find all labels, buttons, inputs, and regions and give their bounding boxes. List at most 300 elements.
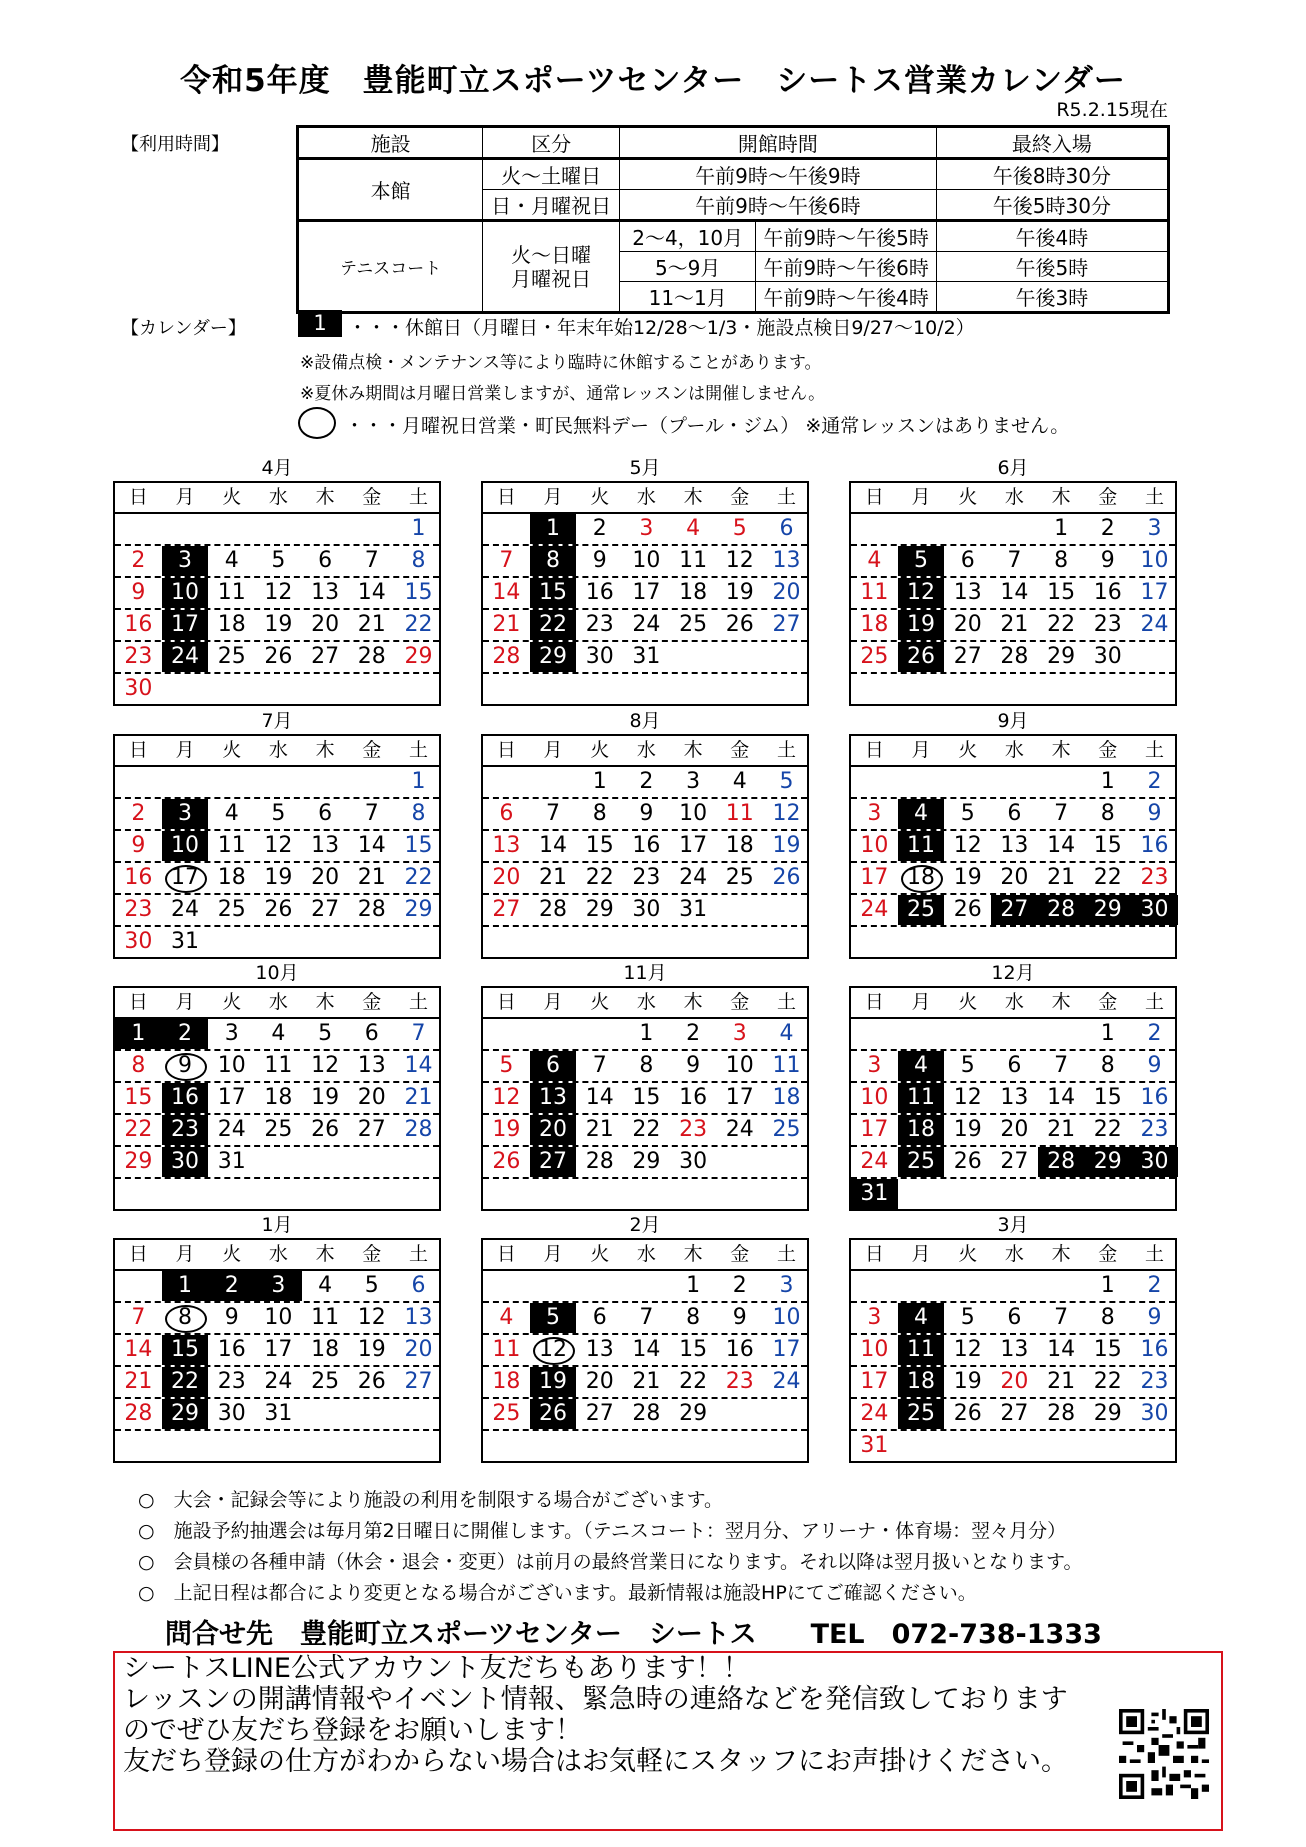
weekday-label: 木	[1051, 486, 1071, 508]
day-cell: 14	[1047, 1085, 1076, 1110]
month-calendar	[481, 455, 809, 706]
day-cell: 23	[1093, 612, 1122, 637]
day-cell: 27	[953, 644, 982, 669]
month-grid	[481, 1238, 809, 1463]
month-calendar	[113, 455, 441, 706]
empty-cell	[115, 767, 162, 797]
empty-cell	[302, 927, 349, 957]
empty-cell	[395, 1399, 442, 1429]
day-cell: 14	[1047, 1337, 1076, 1362]
empty-cell	[716, 895, 763, 925]
week-row	[115, 1019, 439, 1051]
day-cell: 5	[364, 1273, 379, 1298]
week-row	[851, 578, 1175, 610]
empty-cell	[1038, 1019, 1085, 1049]
week-row	[115, 927, 439, 957]
day-cell: 13	[404, 1305, 433, 1330]
day-cell: 21	[492, 612, 521, 637]
day-cell: 30	[632, 897, 661, 922]
empty-cell	[670, 1179, 717, 1209]
empty-cell	[716, 927, 763, 957]
month-grid	[849, 734, 1177, 959]
day-cell: 8	[162, 1303, 209, 1333]
line-account-box	[113, 1651, 1223, 1831]
day-cell: 11	[492, 1337, 521, 1362]
day-cell: 13	[1000, 833, 1029, 858]
day-cell: 13	[492, 833, 521, 858]
week-row	[483, 1271, 807, 1303]
empty-cell	[991, 1019, 1038, 1049]
empty-cell	[576, 1019, 623, 1049]
day-cell: 2	[592, 516, 607, 541]
day-cell: 19	[725, 580, 754, 605]
empty-cell	[944, 767, 991, 797]
honkan-open-1: 午前9時～午後9時	[619, 159, 936, 190]
day-cell: 28	[357, 644, 386, 669]
empty-cell	[483, 1271, 530, 1301]
empty-cell	[670, 674, 717, 704]
empty-cell	[395, 1431, 442, 1461]
day-cell: 27	[492, 897, 521, 922]
day-cell: 3	[686, 769, 701, 794]
empty-cell	[991, 1431, 1038, 1461]
day-cell: 7	[499, 548, 514, 573]
open-holiday-legend-text: ・・・月曜祝日営業・町民無料デー（プール・ジム） ※通常レッスンはありません。	[345, 415, 1070, 437]
empty-cell	[208, 674, 255, 704]
week-row	[115, 895, 439, 927]
day-cell: 29	[1084, 895, 1131, 925]
day-cell: 2	[131, 801, 146, 826]
week-row	[483, 1303, 807, 1335]
month-name: 4月	[261, 457, 293, 479]
day-cell: 4	[499, 1305, 514, 1330]
empty-cell	[716, 1147, 763, 1177]
day-cell: 20	[772, 580, 801, 605]
day-cell: 15	[530, 578, 577, 608]
day-cell: 27	[311, 897, 340, 922]
week-row	[483, 1051, 807, 1083]
empty-cell	[670, 642, 717, 672]
weekday-label: 水	[268, 486, 288, 508]
day-cell: 15	[632, 1085, 661, 1110]
day-cell: 14	[492, 580, 521, 605]
empty-cell	[483, 1019, 530, 1049]
day-cell: 19	[264, 865, 293, 890]
day-cell: 12	[492, 1085, 521, 1110]
weekday-label: 木	[683, 739, 703, 761]
day-cell: 1	[686, 1273, 701, 1298]
day-cell: 29	[404, 644, 433, 669]
tennis-last-2: 午後5時	[936, 252, 1168, 282]
day-cell: 28	[585, 1149, 614, 1174]
day-cell: 24	[772, 1369, 801, 1394]
empty-cell	[898, 1431, 945, 1461]
week-row	[115, 546, 439, 578]
day-cell: 24	[860, 1149, 889, 1174]
empty-cell	[1038, 1271, 1085, 1301]
weekday-label: 水	[1004, 1243, 1024, 1265]
day-cell: 3	[639, 516, 654, 541]
week-row	[851, 831, 1175, 863]
day-cell: 7	[592, 1053, 607, 1078]
contact-info: 問合せ先 豊能町立スポーツセンター シートス TEL 072-738-1333	[165, 1619, 1102, 1650]
month-calendar	[481, 708, 809, 959]
weekday-label: 木	[315, 991, 335, 1013]
day-cell: 10	[217, 1053, 246, 1078]
day-cell: 12	[772, 801, 801, 826]
week-row	[115, 863, 439, 895]
day-cell: 5	[318, 1021, 333, 1046]
week-row	[115, 799, 439, 831]
day-cell: 5	[779, 769, 794, 794]
day-cell: 4	[732, 769, 747, 794]
weekday-label: 月	[911, 739, 931, 761]
day-cell: 24	[632, 612, 661, 637]
day-cell: 7	[1054, 1305, 1069, 1330]
day-cell: 8	[530, 546, 577, 576]
day-cell: 20	[404, 1337, 433, 1362]
month-grid	[481, 986, 809, 1211]
weekday-label: 木	[683, 991, 703, 1013]
day-cell: 21	[1047, 1117, 1076, 1142]
week-row	[115, 767, 439, 799]
day-cell: 27	[1000, 1401, 1029, 1426]
day-cell: 9	[131, 833, 146, 858]
month-grid	[113, 986, 441, 1211]
day-cell: 6	[318, 801, 333, 826]
day-cell: 21	[357, 612, 386, 637]
day-cell: 7	[546, 801, 561, 826]
hours-head-kubun: 区分	[483, 127, 620, 159]
day-cell: 1	[115, 1019, 162, 1049]
day-cell: 17	[217, 1085, 246, 1110]
weekday-header	[115, 988, 439, 1019]
day-cell: 15	[124, 1085, 153, 1110]
day-cell: 27	[991, 895, 1038, 925]
weekday-label: 金	[362, 486, 382, 508]
day-cell: 14	[357, 833, 386, 858]
day-cell: 11	[725, 801, 754, 826]
day-cell: 22	[1093, 1369, 1122, 1394]
empty-cell	[255, 1147, 302, 1177]
day-cell: 24	[217, 1117, 246, 1142]
empty-cell	[716, 1431, 763, 1461]
empty-cell	[302, 1147, 349, 1177]
day-cell: 6	[1007, 801, 1022, 826]
empty-cell	[851, 1271, 898, 1301]
day-cell: 9	[732, 1305, 747, 1330]
weekday-label: 日	[496, 739, 516, 761]
day-cell: 31	[851, 1179, 898, 1209]
day-cell: 16	[162, 1083, 209, 1113]
weekday-label: 月	[543, 739, 563, 761]
day-cell: 11	[898, 831, 945, 861]
week-row	[851, 1147, 1175, 1179]
weekday-label: 金	[730, 1243, 750, 1265]
day-cell: 5	[271, 548, 286, 573]
empty-cell	[991, 927, 1038, 957]
day-cell: 16	[679, 1085, 708, 1110]
day-cell: 22	[404, 612, 433, 637]
weekday-label: 日	[496, 1243, 516, 1265]
empty-cell	[208, 1431, 255, 1461]
day-cell: 9	[639, 801, 654, 826]
day-cell: 30	[585, 644, 614, 669]
day-cell: 9	[1100, 548, 1115, 573]
empty-cell	[208, 514, 255, 544]
weekday-header	[851, 1240, 1175, 1271]
day-cell: 4	[686, 516, 701, 541]
empty-cell	[348, 674, 395, 704]
week-row	[483, 642, 807, 674]
day-cell: 1	[1054, 516, 1069, 541]
empty-cell	[1038, 674, 1085, 704]
day-cell: 19	[357, 1337, 386, 1362]
day-cell: 29	[679, 1401, 708, 1426]
empty-cell	[302, 674, 349, 704]
day-cell: 29	[162, 1399, 209, 1429]
weekday-label: 水	[1004, 739, 1024, 761]
day-cell: 10	[860, 833, 889, 858]
day-cell: 19	[530, 1367, 577, 1397]
empty-cell	[763, 642, 810, 672]
line-text-2: レッスンの開講情報やイベント情報、緊急時の連絡などを発信致しております	[123, 1684, 1068, 1715]
weekday-label: 水	[636, 991, 656, 1013]
day-cell: 22	[404, 865, 433, 890]
month-name: 3月	[997, 1214, 1029, 1236]
empty-cell	[898, 514, 945, 544]
tennis-last-1: 午後4時	[936, 221, 1168, 252]
day-cell: 10	[632, 548, 661, 573]
qr-code-icon[interactable]	[1119, 1709, 1209, 1799]
day-cell: 26	[953, 897, 982, 922]
week-row	[851, 514, 1175, 546]
day-cell: 23	[124, 644, 153, 669]
honkan-kubun-2: 日・月曜祝日	[483, 190, 620, 221]
day-cell: 20	[585, 1369, 614, 1394]
month-calendar	[849, 960, 1177, 1211]
week-row	[115, 514, 439, 546]
day-cell: 31	[679, 897, 708, 922]
empty-cell	[302, 514, 349, 544]
day-cell: 8	[1100, 1053, 1115, 1078]
day-cell: 13	[311, 833, 340, 858]
day-cell: 2	[686, 1021, 701, 1046]
empty-cell	[483, 767, 530, 797]
day-cell: 16	[124, 865, 153, 890]
day-cell: 17	[860, 1117, 889, 1142]
week-row	[115, 1399, 439, 1431]
weekday-label: 木	[683, 486, 703, 508]
day-cell: 15	[162, 1335, 209, 1365]
empty-cell	[348, 927, 395, 957]
weekday-label: 金	[1098, 486, 1118, 508]
empty-cell	[255, 514, 302, 544]
as-of-date: R5.2.15現在	[1056, 99, 1168, 121]
weekday-label: 水	[268, 739, 288, 761]
empty-cell	[944, 514, 991, 544]
weekday-label: 日	[864, 991, 884, 1013]
day-cell: 18	[679, 580, 708, 605]
day-cell: 5	[960, 801, 975, 826]
week-row	[115, 1115, 439, 1147]
empty-cell	[623, 1179, 670, 1209]
day-cell: 28	[1047, 1401, 1076, 1426]
week-row	[851, 1179, 1175, 1209]
empty-cell	[483, 1431, 530, 1461]
day-cell: 17	[772, 1337, 801, 1362]
day-cell: 22	[162, 1367, 209, 1397]
day-cell: 18	[898, 863, 945, 893]
day-cell: 1	[1100, 769, 1115, 794]
week-row	[851, 1431, 1175, 1461]
weekday-label: 金	[730, 991, 750, 1013]
day-cell: 12	[898, 578, 945, 608]
day-cell: 12	[264, 580, 293, 605]
day-cell: 13	[530, 1083, 577, 1113]
day-cell: 3	[779, 1273, 794, 1298]
day-cell: 2	[639, 769, 654, 794]
day-cell: 8	[686, 1305, 701, 1330]
day-cell: 3	[1147, 516, 1162, 541]
day-cell: 31	[860, 1433, 889, 1458]
day-cell: 28	[539, 897, 568, 922]
empty-cell	[898, 927, 945, 957]
day-cell: 28	[404, 1117, 433, 1142]
day-cell: 30	[217, 1401, 246, 1426]
day-cell: 23	[679, 1117, 708, 1142]
empty-cell	[1131, 1431, 1178, 1461]
honkan-label: 本館	[298, 159, 483, 221]
weekday-label: 火	[222, 1243, 242, 1265]
day-cell: 17	[860, 865, 889, 890]
weekday-label: 木	[1051, 991, 1071, 1013]
day-cell: 30	[1140, 1401, 1169, 1426]
weekday-label: 月	[175, 1243, 195, 1265]
day-cell: 8	[639, 1053, 654, 1078]
empty-cell	[623, 927, 670, 957]
week-row	[483, 1335, 807, 1367]
weekday-label: 月	[911, 486, 931, 508]
day-cell: 22	[530, 610, 577, 640]
month-grid	[849, 1238, 1177, 1463]
weekday-label: 土	[776, 486, 796, 508]
weekday-label: 木	[315, 1243, 335, 1265]
weekday-label: 木	[1051, 1243, 1071, 1265]
day-cell: 2	[208, 1271, 255, 1301]
page-title: 令和5年度 豊能町立スポーツセンター シートス営業カレンダー	[180, 63, 1126, 99]
month-calendar	[481, 1212, 809, 1463]
hours-label: 【利用時間】	[121, 134, 229, 155]
day-cell: 6	[530, 1051, 577, 1081]
day-cell: 5	[530, 1303, 577, 1333]
week-row	[115, 578, 439, 610]
weekday-label: 水	[636, 486, 656, 508]
tennis-open-1: 午前9時～午後5時	[756, 221, 936, 252]
weekday-label: 火	[222, 486, 242, 508]
week-row	[483, 831, 807, 863]
weekday-label: 月	[543, 1243, 563, 1265]
weekday-header	[851, 988, 1175, 1019]
day-cell: 21	[1047, 865, 1076, 890]
day-cell: 8	[592, 801, 607, 826]
day-cell: 26	[311, 1117, 340, 1142]
week-row	[851, 674, 1175, 704]
empty-cell	[162, 1431, 209, 1461]
day-cell: 3	[867, 801, 882, 826]
day-cell: 24	[162, 642, 209, 672]
empty-cell	[348, 514, 395, 544]
day-cell: 20	[1000, 1117, 1029, 1142]
day-cell: 28	[124, 1401, 153, 1426]
week-row	[483, 1399, 807, 1431]
day-cell: 2	[732, 1273, 747, 1298]
day-cell: 4	[224, 801, 239, 826]
day-cell: 26	[772, 865, 801, 890]
tennis-kubun-line-1: 火～日曜	[511, 242, 592, 267]
week-row	[851, 1051, 1175, 1083]
empty-cell	[348, 1147, 395, 1177]
day-cell: 31	[217, 1149, 246, 1174]
day-cell: 13	[953, 580, 982, 605]
day-cell: 9	[1147, 1053, 1162, 1078]
week-row	[851, 1019, 1175, 1051]
open-holiday-legend-circle	[298, 407, 336, 439]
day-cell: 16	[124, 612, 153, 637]
day-cell: 19	[953, 865, 982, 890]
empty-cell	[348, 1431, 395, 1461]
empty-cell	[898, 1179, 945, 1209]
day-cell: 15	[1047, 580, 1076, 605]
tennis-months-3: 11～1月	[619, 282, 756, 313]
day-cell: 9	[162, 1051, 209, 1081]
day-cell: 13	[311, 580, 340, 605]
day-cell: 24	[171, 897, 200, 922]
week-row	[483, 1179, 807, 1209]
day-cell: 15	[679, 1337, 708, 1362]
week-row	[483, 863, 807, 895]
weekday-label: 火	[590, 991, 610, 1013]
day-cell: 8	[1100, 801, 1115, 826]
weekday-label: 月	[175, 486, 195, 508]
day-cell: 12	[953, 1085, 982, 1110]
week-row	[483, 767, 807, 799]
day-cell: 7	[1054, 1053, 1069, 1078]
empty-cell	[1084, 927, 1131, 957]
week-row	[483, 1083, 807, 1115]
day-cell: 7	[364, 801, 379, 826]
week-row	[851, 1399, 1175, 1431]
week-row	[851, 610, 1175, 642]
weekday-label: 土	[1144, 486, 1164, 508]
day-cell: 4	[898, 799, 945, 829]
weekday-label: 火	[958, 486, 978, 508]
month-calendar	[849, 708, 1177, 959]
day-cell: 25	[264, 1117, 293, 1142]
day-cell: 3	[162, 799, 209, 829]
day-cell: 6	[1007, 1305, 1022, 1330]
day-cell: 11	[679, 548, 708, 573]
empty-cell	[162, 767, 209, 797]
day-cell: 30	[124, 929, 153, 954]
day-cell: 13	[357, 1053, 386, 1078]
day-cell: 20	[492, 865, 521, 890]
empty-cell	[576, 674, 623, 704]
month-calendar	[849, 455, 1177, 706]
empty-cell	[1131, 642, 1178, 672]
empty-cell	[991, 1271, 1038, 1301]
day-cell: 24	[860, 1401, 889, 1426]
